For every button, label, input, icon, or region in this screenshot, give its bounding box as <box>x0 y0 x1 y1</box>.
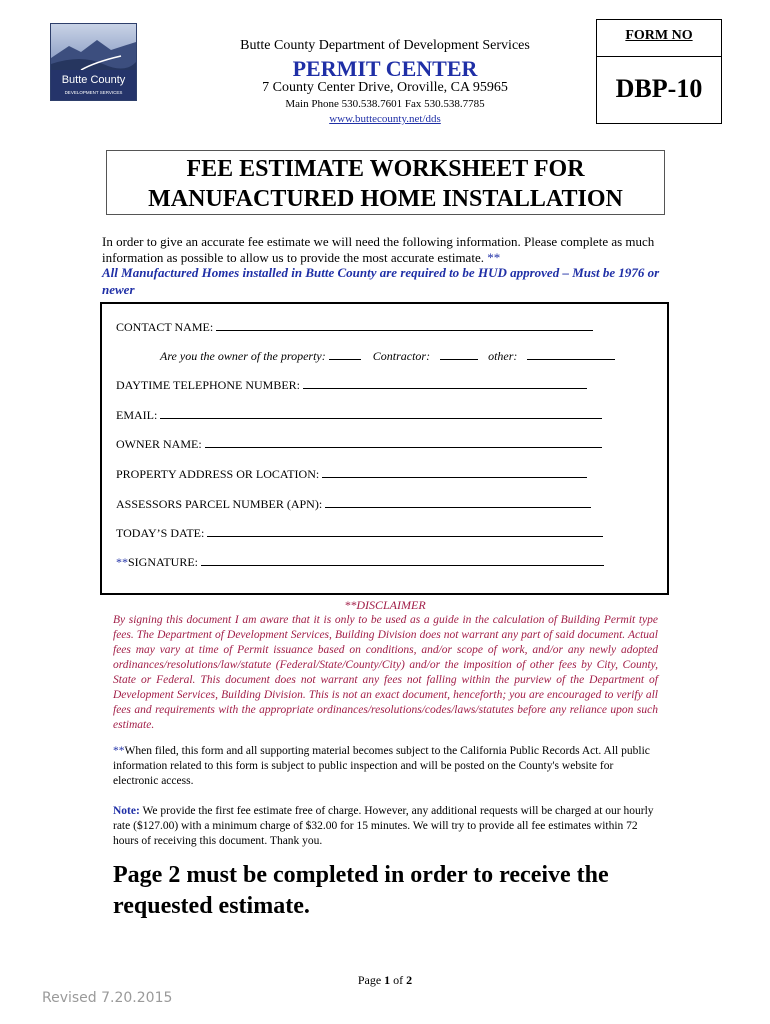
intro-text: In order to give an accurate fee estimate we will need the following information. Please complete as much information as possible to allow us to provide the most accurate estimate. <box>102 234 655 265</box>
form-number-divider <box>597 56 721 57</box>
page-prefix: Page <box>357 973 385 987</box>
office-phone: Main Phone 530.538.7601 Fax 530.538.7785 <box>285 98 485 110</box>
public-records-notice <box>113 744 658 789</box>
contractor-label: Contractor: <box>372 349 431 363</box>
todays-date-input[interactable] <box>207 525 603 537</box>
page-number <box>0 973 770 988</box>
daytime-phone-label: DAYTIME TELEPHONE NUMBER: <box>116 378 301 392</box>
intro-paragraph <box>102 234 662 266</box>
title-line-2: MANUFACTURED HOME INSTALLATION <box>148 186 623 212</box>
todays-date-row <box>116 525 603 541</box>
page-current: 1 <box>384 973 391 987</box>
logo-text: Butte County <box>61 74 126 86</box>
contact-info-box <box>100 302 669 595</box>
owner-name-row <box>116 436 602 452</box>
apn-label: ASSESSORS PARCEL NUMBER (APN): <box>116 497 323 511</box>
department-name: Butte County Department of Development Services <box>240 38 530 53</box>
page-two-notice: Page 2 must be completed in order to receive the requested estimate. <box>113 862 609 919</box>
website-link[interactable]: www.buttecounty.net/dds <box>329 113 441 125</box>
disclaimer-text: By signing this document I am aware that it is only to be used as a guide in the calculation of Building Permit type fees. The Department of Development Services, Building Division does not warrant any part of said document. Actual fees may vary at time of Permit issuance based on conditions, and/or scope of work, and/or any newly adopted ordinances/resolutions/law/statute (Federal/State/County/City) and/or the imposition of other fees by City, County, State or Federal. This document does not warrant any fees not falling within the purview of the Department of Development Services, Building Division. This is not an exact document, henceforth; you are encouraged to verify all fees and requirements with the appropriate ordinances/resolutions/codes/laws/statutes before any reliance upon such estimate. <box>113 614 658 731</box>
office-name: PERMIT CENTER <box>292 56 478 81</box>
form-number: DBP-10 <box>615 74 703 103</box>
form-number-box <box>596 19 722 124</box>
owner-name-input[interactable] <box>205 436 602 448</box>
note-text: We provide the first fee estimate free of charge. However, any additional requests will be charged at our hourly rate ($127.00) with a minimum charge of $32.00 for 15 minutes. We will try to provide all fee estimates within 72 hours of receiving this document. Thank you. <box>113 805 654 847</box>
daytime-phone-input[interactable] <box>303 377 587 389</box>
public-records-marker: ** <box>113 745 125 757</box>
signature-row <box>116 554 604 570</box>
note-lead: Note: <box>113 805 140 817</box>
daytime-phone-row <box>116 377 587 393</box>
other-label: other: <box>488 349 518 363</box>
email-input[interactable] <box>160 407 602 419</box>
owner-answer-input[interactable] <box>329 348 361 360</box>
page-total: 2 <box>406 973 413 987</box>
office-address: 7 County Center Drive, Oroville, CA 95965 <box>262 80 508 95</box>
disclaimer-title: **DISCLAIMER <box>344 598 426 612</box>
fee-note <box>113 804 658 849</box>
contact-name-row <box>116 319 593 335</box>
logo-subtext: DEVELOPMENT SERVICES <box>64 90 123 95</box>
contact-name-label: CONTACT NAME: <box>116 320 214 334</box>
document-title <box>107 154 664 214</box>
hud-requirement: All Manufactured Homes installed in Butte County are required to be HUD approved – Must be 1976 or newer <box>102 265 660 297</box>
title-box <box>106 150 665 215</box>
contractor-input[interactable] <box>440 348 478 360</box>
title-line-1: FEE ESTIMATE WORKSHEET FOR <box>186 156 585 182</box>
intro-marker: ** <box>483 250 501 265</box>
form-number-label: FORM NO <box>625 28 693 43</box>
owner-question-row <box>160 348 615 364</box>
revision-date: Revised 7.20.2015 <box>42 990 173 1006</box>
todays-date-label: TODAY’S DATE: <box>116 526 205 540</box>
property-address-input[interactable] <box>322 466 587 478</box>
contact-name-input[interactable] <box>216 319 593 331</box>
signature-input[interactable] <box>201 554 604 566</box>
owner-name-label: OWNER NAME: <box>116 437 202 451</box>
public-records-text: When filed, this form and all supporting material becomes subject to the California Public Records Act. All public information related to this form is subject to public inspection and will be posted on the County's website for electronic access. <box>113 745 650 787</box>
email-row <box>116 407 602 423</box>
other-input[interactable] <box>527 348 615 360</box>
email-label: EMAIL: <box>116 408 158 422</box>
property-address-label: PROPERTY ADDRESS OR LOCATION: <box>116 467 320 481</box>
page-of: of <box>390 973 407 987</box>
property-address-row <box>116 466 587 482</box>
signature-label: SIGNATURE: <box>128 555 199 569</box>
owner-question-label: Are you the owner of the property: <box>160 349 326 363</box>
apn-row <box>116 496 591 512</box>
signature-marker: ** <box>116 555 128 569</box>
apn-input[interactable] <box>325 496 591 508</box>
